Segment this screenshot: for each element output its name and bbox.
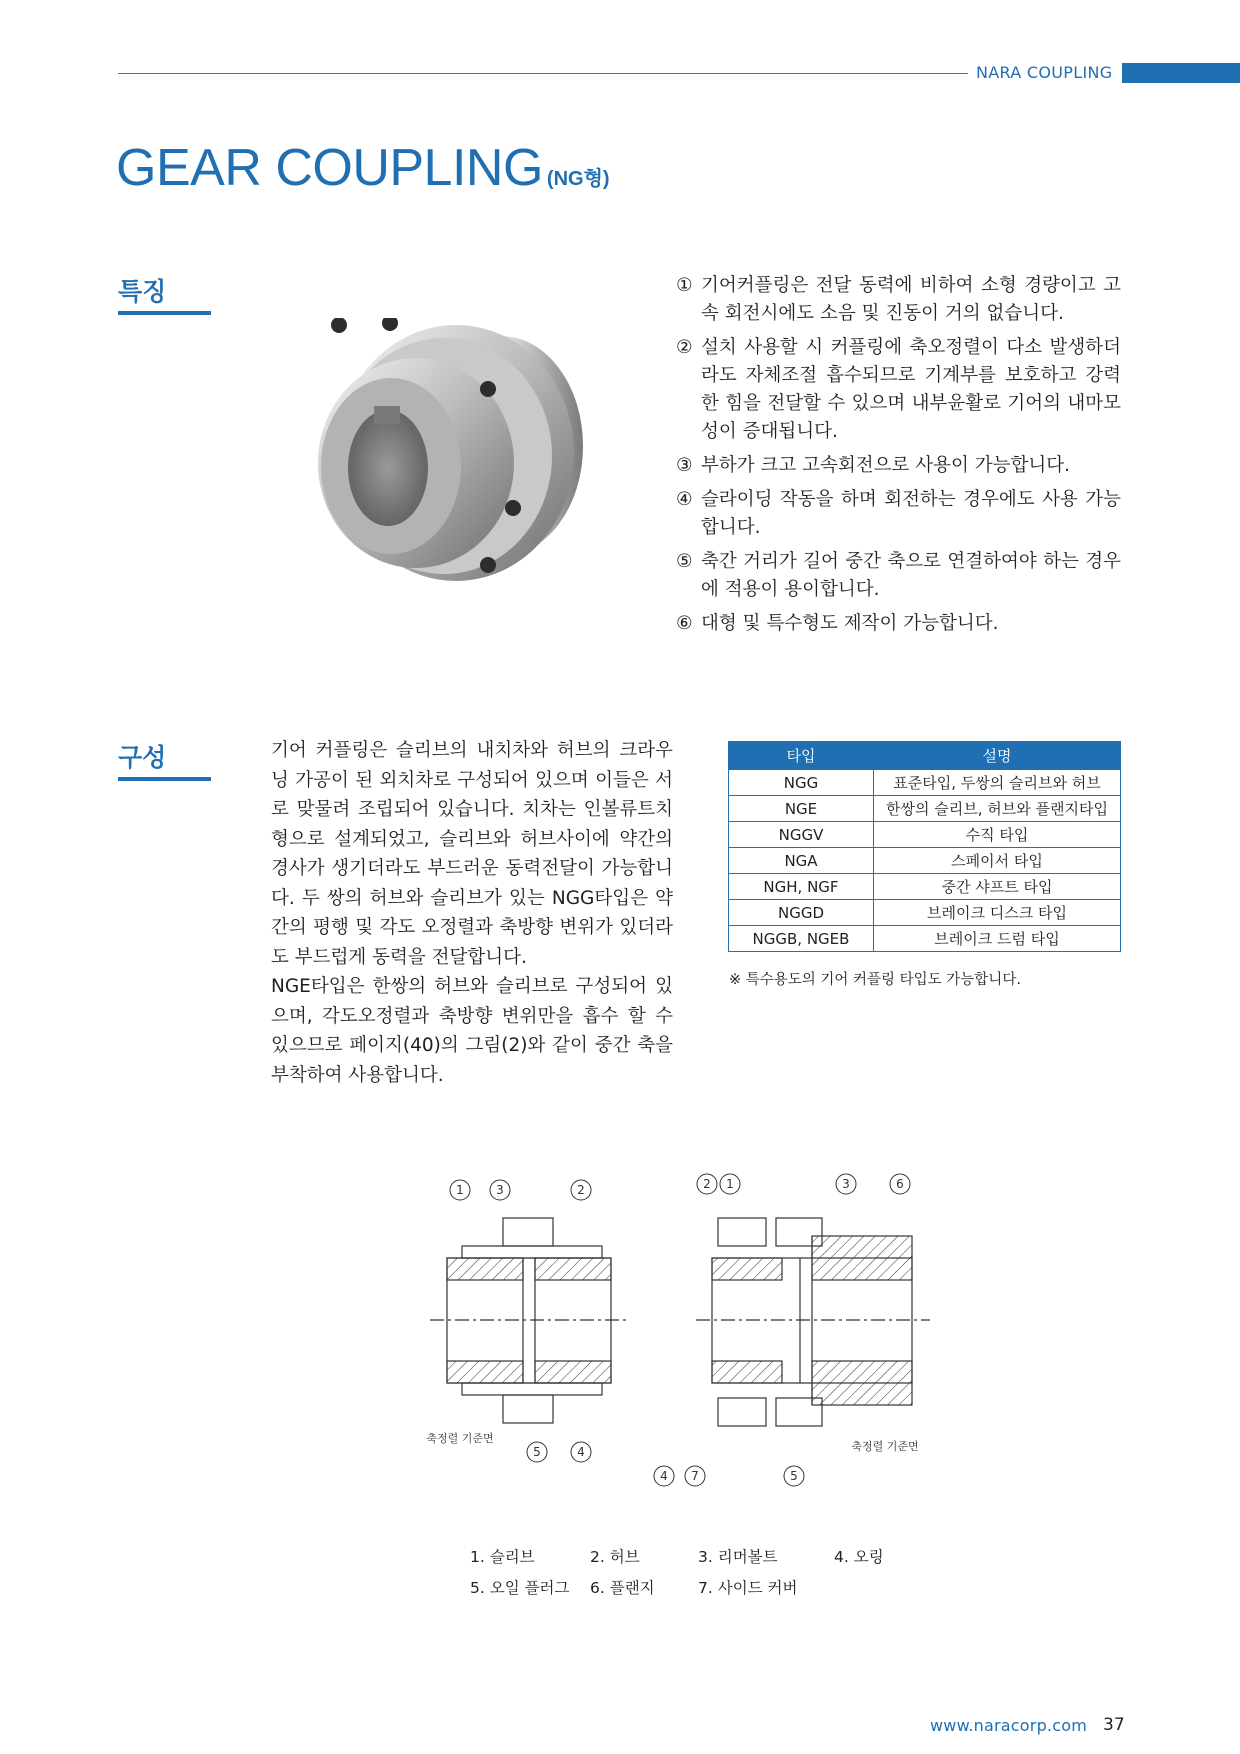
table-row: NGGB, NGEB 브레이크 드럼 타입 <box>729 926 1121 952</box>
callout: 3 <box>842 1177 850 1191</box>
composition-heading: 구성 <box>118 743 167 772</box>
callout: 3 <box>496 1183 504 1197</box>
page-title-main: GEAR COUPLING <box>116 139 543 197</box>
callout: 2 <box>577 1183 585 1197</box>
features-heading-bar <box>118 311 211 315</box>
diagram-legend <box>470 1542 910 1604</box>
callout: 4 <box>660 1469 668 1483</box>
table-row: NGGV 수직 타입 <box>729 822 1121 848</box>
legend-item: 2. 허브 <box>590 1548 640 1566</box>
legend-item: 1. 슬리브 <box>470 1548 535 1566</box>
feature-item: ③ 부하가 크고 고속회전으로 사용이 가능합니다. <box>676 455 1070 476</box>
callout: 1 <box>456 1183 464 1197</box>
brand-bar <box>1122 63 1240 83</box>
footer-url: www.naracorp.com <box>930 1716 1087 1735</box>
legend-row <box>470 1542 910 1573</box>
description-header: 설명 <box>874 742 1121 770</box>
type-table-header <box>729 742 1121 770</box>
diagram-ref-label: 축정렬 기준면 <box>851 1440 919 1453</box>
legend-item: 3. 리머볼트 <box>698 1548 778 1566</box>
coupling-cross-section-diagram <box>400 1168 940 1498</box>
page-number: 37 <box>1103 1715 1125 1735</box>
callout: 2 <box>703 1177 711 1191</box>
composition-paragraph: 기어 커플링은 슬리브의 내치차와 허브의 크라우닝 가공이 된 외치차로 구성되어 있으며 이들은 서로 맞물려 조립되어 있습니다. 치차는 인볼류트치형으로 설계되었고, 슬리브와 허브사이에 약간의 경사가 생기더라도 부드러운 동력전달이 가능합니다. 두 쌍의 허브와 슬리브가 있는 NGG타입은 약간의 평행 및 각도 오정렬과 축방향 변위가 있더라도 부드럽게 동력을 전달합니다. <box>271 740 673 968</box>
callout: 4 <box>577 1445 585 1459</box>
callout: 6 <box>896 1177 904 1191</box>
table-row: NGGD 브레이크 디스크 타입 <box>729 900 1121 926</box>
callout: 7 <box>691 1469 699 1483</box>
composition-heading-bar <box>118 777 211 781</box>
table-row: NGH, NGF 중간 샤프트 타입 <box>729 874 1121 900</box>
legend-item: 5. 오일 플러그 <box>470 1579 570 1597</box>
header-rule <box>118 73 968 74</box>
features-list <box>676 272 1121 644</box>
callout: 1 <box>726 1177 734 1191</box>
coupling-product-image <box>306 318 596 588</box>
legend-item: 4. 오링 <box>834 1548 884 1566</box>
composition-paragraph: NGE타입은 한쌍의 허브와 슬리브로 구성되어 있으며, 각도오정렬과 축방향 변위만을 흡수 할 수 있으므로 페이지(40)의 그림(2)와 같이 중간 축을 부착하여 사용합니다. <box>271 976 673 1086</box>
composition-text <box>271 736 673 1090</box>
legend-row <box>470 1573 910 1604</box>
table-row: NGG 표준타입, 두쌍의 슬리브와 허브 <box>729 770 1121 796</box>
callout: 5 <box>533 1445 541 1459</box>
legend-item: 6. 플랜지 <box>590 1579 655 1597</box>
feature-item: ⑥ 대형 및 특수형도 제작이 가능합니다. <box>676 613 999 634</box>
table-row: NGA 스페이서 타입 <box>729 848 1121 874</box>
table-row: NGE 한쌍의 슬리브, 허브와 플랜지타입 <box>729 796 1121 822</box>
type-header: 타입 <box>729 742 874 770</box>
feature-item: ② 설치 사용할 시 커플링에 축오정렬이 다소 발생하더라도 자체조절 흡수되므로 기계부를 보호하고 강력한 힘을 전달할 수 있으며 내부윤활로 기어의 내마모성이 증대됩니다. <box>676 337 1121 442</box>
brand-label: NARA COUPLING <box>976 63 1113 82</box>
feature-item: ① 기어커플링은 전달 동력에 비하여 소형 경량이고 고속 회전시에도 소음 및 진동이 거의 없습니다. <box>676 275 1121 324</box>
feature-item: ④ 슬라이딩 작동을 하며 회전하는 경우에도 사용 가능합니다. <box>676 489 1121 538</box>
features-heading: 특징 <box>118 277 167 306</box>
feature-item: ⑤ 축간 거리가 길어 중간 축으로 연결하여야 하는 경우에 적용이 용이합니다. <box>676 551 1121 600</box>
type-table <box>728 741 1121 952</box>
page-title-sub: (NG형) <box>546 168 610 190</box>
callout: 5 <box>790 1469 798 1483</box>
diagram-ref-label: 축정렬 기준면 <box>426 1432 494 1445</box>
table-note: ※ 특수용도의 기어 커플링 타입도 가능합니다. <box>729 972 1021 988</box>
legend-item: 7. 사이드 커버 <box>698 1579 798 1597</box>
page-title <box>116 138 610 198</box>
